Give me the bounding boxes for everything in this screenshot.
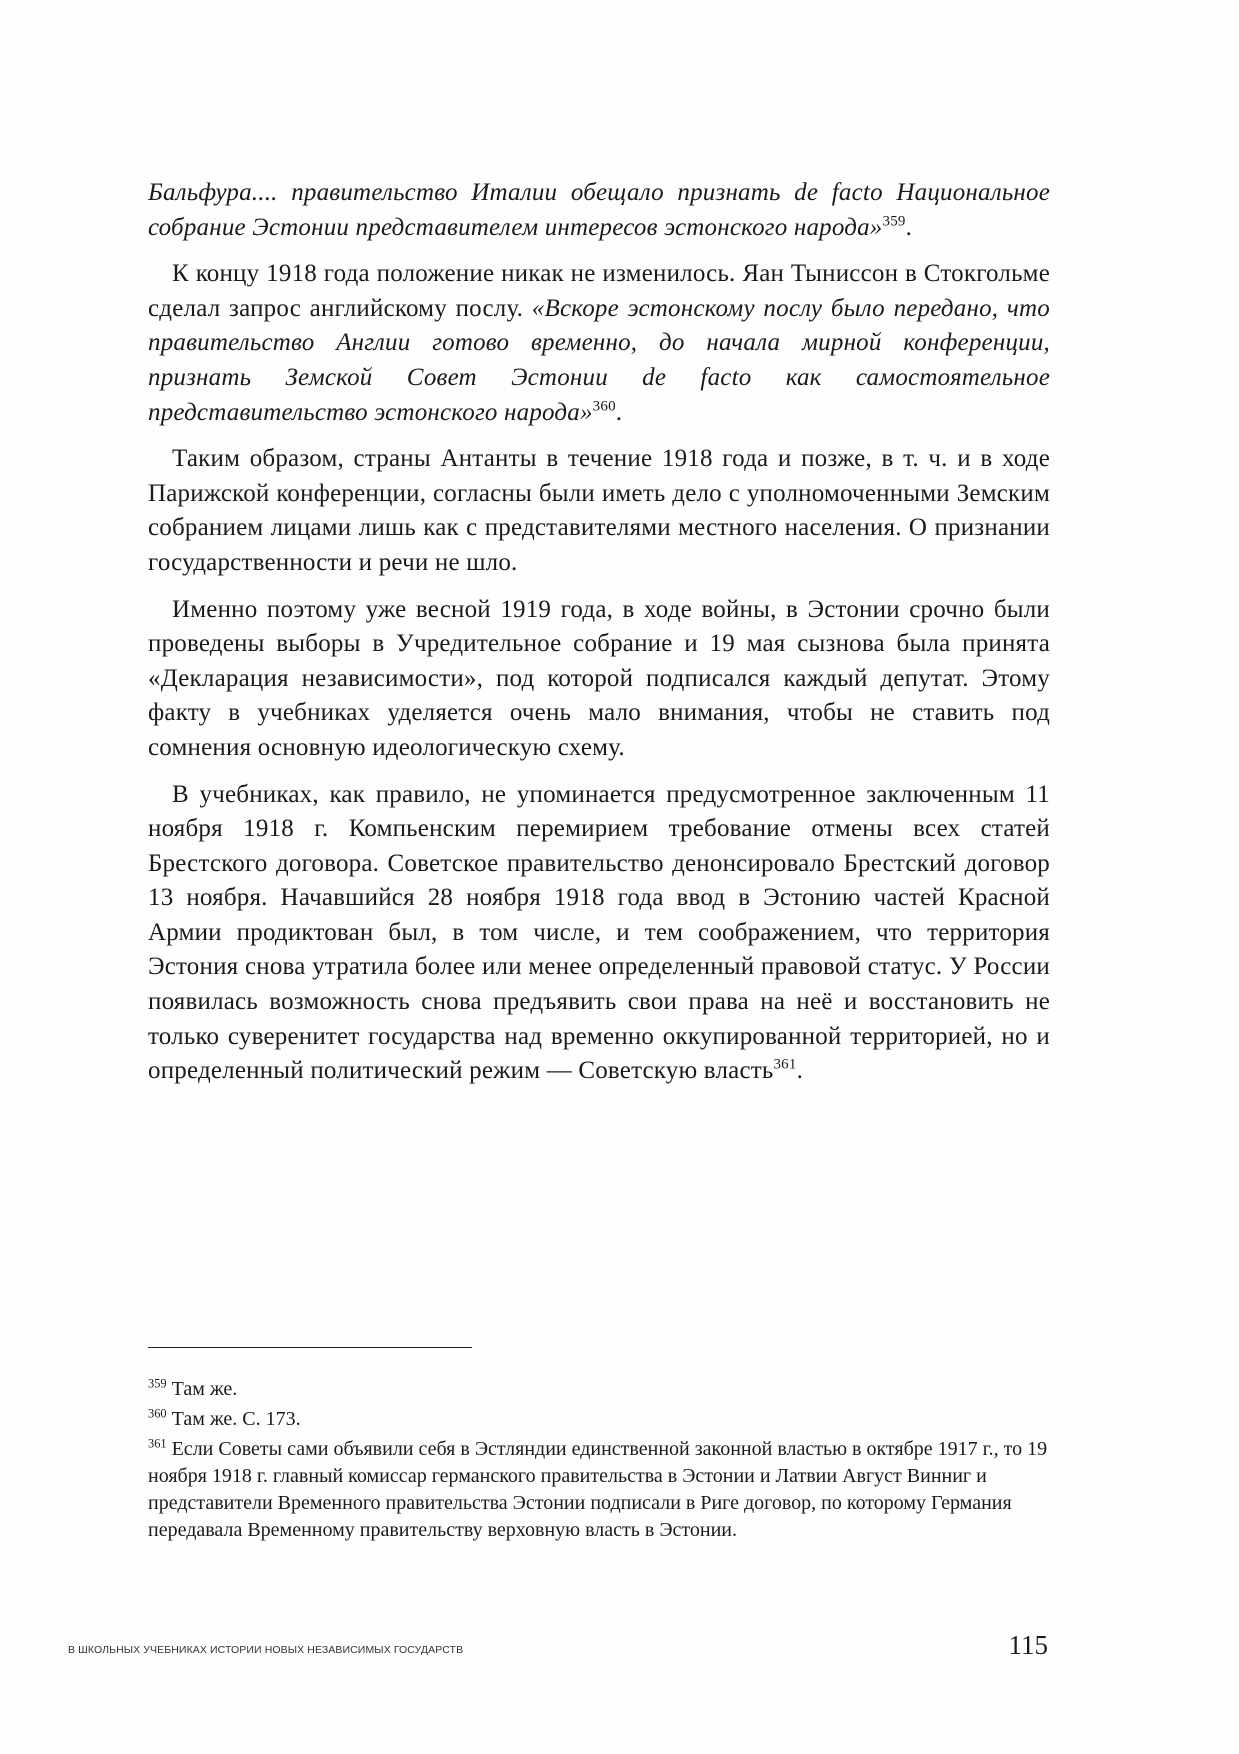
paragraph-3: Таким образом, страны Антанты в течение 1918 года и позже, в т. ч. и в ходе Парижской конференции, согласны были иметь дело с уполномоченными Земским собранием лицами лишь как с представителями местного населения. О признании государственности и речи не шло. — [148, 445, 1050, 576]
footnote-359 — [148, 1376, 1048, 1403]
footnote-text: Там же. — [171, 1378, 238, 1400]
body-text — [148, 176, 1050, 1101]
footnotes — [148, 1376, 1048, 1547]
page-number: 115 — [1008, 1630, 1048, 1660]
footnote-361 — [148, 1436, 1048, 1544]
footnote-ref-361[interactable]: 361 — [773, 1056, 797, 1073]
footnote-360 — [148, 1406, 1048, 1433]
paragraph-5: В учебниках, как правило, не упоминается предусмотренное заключенным 11 ноября 1918 г. Компьенским перемирием требование отмены всех статей Брестского договора. Советское правительство денонсировало Брестский договор 13 ноября. Начавшийся 28 ноября 1918 года ввод в Эстонию частей Красной Армии продиктован был, в том числе, и тем соображением, что территория Эстония снова утратила более или менее определенный правовой статус. У России появилась возможность снова предъявить свои права на неё и восстановить не только суверенитет государства над временно оккупированной территорией, но и определенный политический режим — Советскую власть$^{361}$. — [148, 780, 1050, 1085]
footnote-text: Если Советы сами объявили себя в Эстляндии единственной законной властью в октябре 1917 г., то 19 ноября 1918 г. главный комиссар германского правительства в Эстонии и Латвии Август Винниг и представители Временного правительства Эстонии подписали в Риге договор, по которому Германия передавала Временному правительству верховную власть в Эстонии. — [148, 1438, 1048, 1541]
paragraph-1: Бальфура.... правительство Италии обещало признать de facto Национальное собрание Эстонии представителем интересов эстонского народа»$^{359}$. — [148, 179, 1050, 241]
footnote-separator — [148, 1347, 472, 1348]
footnote-number: 360 — [148, 1406, 167, 1421]
footnote-ref-360[interactable]: 360 — [592, 398, 616, 415]
footnote-ref-359[interactable]: 359 — [882, 213, 906, 230]
running-footer-title: В ШКОЛЬНЫХ УЧЕБНИКАХ ИСТОРИИ НОВЫХ НЕЗАВИСИМЫХ ГОСУДАРСТВ — [68, 1644, 464, 1656]
footnote-number: 359 — [148, 1376, 167, 1391]
paragraph-4: Именно поэтому уже весной 1919 года, в ходе войны, в Эстонии срочно были проведены выборы в Учредительное собрание и 19 мая сызнова была принята «Декларация независимости», под которой подписался каждый депутат. Этому факту в учебниках уделяется очень мало внимания, чтобы не ставить под сомнения основную идеологическую схему. — [148, 595, 1050, 761]
quote-text: «Вскоре эстонскому послу было передано, что правительство Англии готово временно, до начала мирной конференции, признать Земской Совет Эстонии de facto как самостоятельное представительство эстонского народа» — [148, 294, 1050, 426]
paragraph-2: К концу 1918 года положение никак не изменилось. Яан Тыниссон в Стокгольме сделал запрос английскому послу. «Вскоре эстонскому послу было передано, что правительство Англии готово временно, до начала мирной конференции, признать Земской Совет Эстонии de facto как самостоятельное представительство эстонского народа»$^{360}$. — [148, 260, 1050, 426]
footnote-number: 361 — [148, 1436, 167, 1451]
quote-text: Бальфура.... правительство Италии обещало признать de facto Национальное собрание Эстонии представителем интересов эстонского народа» — [148, 179, 1050, 241]
footnote-text: Там же. С. 173. — [171, 1408, 301, 1430]
